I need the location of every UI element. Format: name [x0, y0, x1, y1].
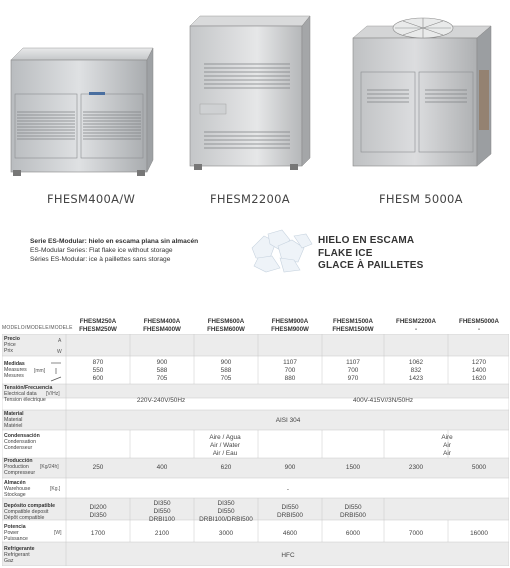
col-header-1500: FHESM1500A FHESM1500W	[332, 318, 374, 333]
row-label-material: Material Material Matériel	[4, 411, 24, 430]
series-es: Serie ES-Modular: hielo en escama plana sin almacén	[30, 238, 199, 245]
flake-ice-image	[246, 228, 314, 274]
row-label-condensacion: Condensación Condensation Condenseur	[4, 433, 40, 452]
potencia-600: 3000	[218, 530, 234, 537]
fhesm5000-machine-image	[345, 10, 495, 170]
produccion-1500: 1500	[345, 464, 361, 471]
row-label-refrigerante: Refrigerante Refrigerant Gaz	[4, 546, 35, 565]
condensacion-value: Aire / Agua Air / Water Air / Eau	[209, 434, 241, 457]
model-caption-fhesm5000: FHESM 5000A	[379, 192, 463, 206]
col-header-900: FHESM900A FHESM900W	[271, 318, 309, 333]
col-header-2200: FHESM2200A -	[396, 318, 436, 333]
row-label-potencia: Potencia Power Puissance	[4, 524, 28, 543]
row-label-tension: Tensión/Frecuencia Electrical data Tension électrique	[4, 385, 53, 404]
ice-title-es: HIELO EN ESCAMA	[318, 235, 415, 246]
potencia-400: 2100	[154, 530, 170, 537]
ice-title-en: FLAKE ICE	[318, 247, 373, 259]
medidas-2200: 1062 832 1423	[408, 359, 424, 382]
medidas-600: 900 588 705	[220, 359, 232, 382]
deposito-400: DI350 DI550 DRBI100	[149, 500, 175, 523]
medidas-5000: 1270 1400 1620	[471, 359, 487, 382]
produccion-5000: 5000	[471, 464, 487, 471]
potencia-250: 1700	[90, 530, 106, 537]
material-value: AISI 304	[275, 417, 301, 424]
model-caption-fhesm400: FHESM400A/W	[47, 192, 136, 206]
refrigerante-value: HFC	[281, 552, 295, 559]
row-label-medidas: Medidas Measures Mesures	[4, 361, 27, 380]
produccion-unit: [Kg/24h]	[40, 464, 59, 470]
precio-unit-w: W	[57, 349, 62, 355]
fhesm2200-machine-image	[186, 12, 314, 172]
produccion-2200: 2300	[408, 464, 424, 471]
deposito-600: DI350 DI550 DRBI100/DRBI500	[199, 500, 253, 523]
ice-title-fr: GLACE À PAILLETES	[318, 260, 424, 271]
row-label-precio: Precio Price Prix	[4, 336, 20, 355]
almacen-unit: [Kg.]	[50, 486, 61, 492]
medidas-1500: 1107 700 970	[346, 359, 360, 382]
medidas-unit: [mm]	[34, 368, 46, 374]
condensacion-value-right: Aire Air Air	[441, 434, 453, 457]
col-header-5000: FHESM5000A -	[459, 318, 499, 333]
col-header-600: FHESM600A FHESM600W	[207, 318, 245, 333]
produccion-250: 250	[92, 464, 104, 471]
potencia-5000: 16000	[470, 530, 488, 537]
row-label-almacen: Almacén Warehouse Stockage	[4, 480, 31, 499]
model-caption-fhesm2200: FHESM2200A	[210, 192, 290, 206]
tension-low: 220V-240V/50Hz	[136, 397, 186, 404]
series-fr: Séries ES-Modular: ice à paillettes sans storage	[30, 255, 171, 263]
medidas-900: 1107 700 880	[283, 359, 297, 382]
produccion-400: 400	[156, 464, 168, 471]
model-column-label: MODELO/MODELE/MODELE	[2, 325, 73, 331]
deposito-1500: DI550 DRBI500	[340, 504, 366, 519]
row-label-deposito: Depósito compatible Compatible deposit Dépôt compatible	[4, 503, 56, 522]
medidas-250: 870 550 600	[92, 359, 104, 382]
fhesm400-machine-image	[7, 46, 155, 178]
dimensions-icon	[50, 359, 62, 383]
tension-unit: [V/Hz]	[46, 391, 60, 397]
produccion-900: 900	[284, 464, 296, 471]
deposito-900: DI550 DRBI500	[277, 504, 303, 519]
row-label-produccion: Producción Production Compresseur	[4, 458, 36, 477]
ice-type-title	[318, 235, 423, 273]
col-header-250: FHESM250A FHESM250W	[79, 318, 117, 333]
potencia-2200: 7000	[408, 530, 424, 537]
series-description	[30, 238, 198, 264]
col-header-400: FHESM400A FHESM400W	[143, 318, 181, 333]
series-en: ES-Modular Series: Flat flake ice without storage	[30, 246, 173, 254]
produccion-600: 620	[220, 464, 232, 471]
tension-high: 400V-415V//3N/50Hz	[352, 397, 414, 404]
potencia-1500: 6000	[345, 530, 361, 537]
almacen-value: -	[286, 486, 290, 493]
potencia-900: 4600	[282, 530, 298, 537]
medidas-400: 900 588 705	[156, 359, 168, 382]
potencia-unit: [W]	[54, 530, 62, 536]
deposito-250: DI200 DI350	[89, 504, 107, 519]
precio-unit-a: A	[58, 338, 62, 344]
